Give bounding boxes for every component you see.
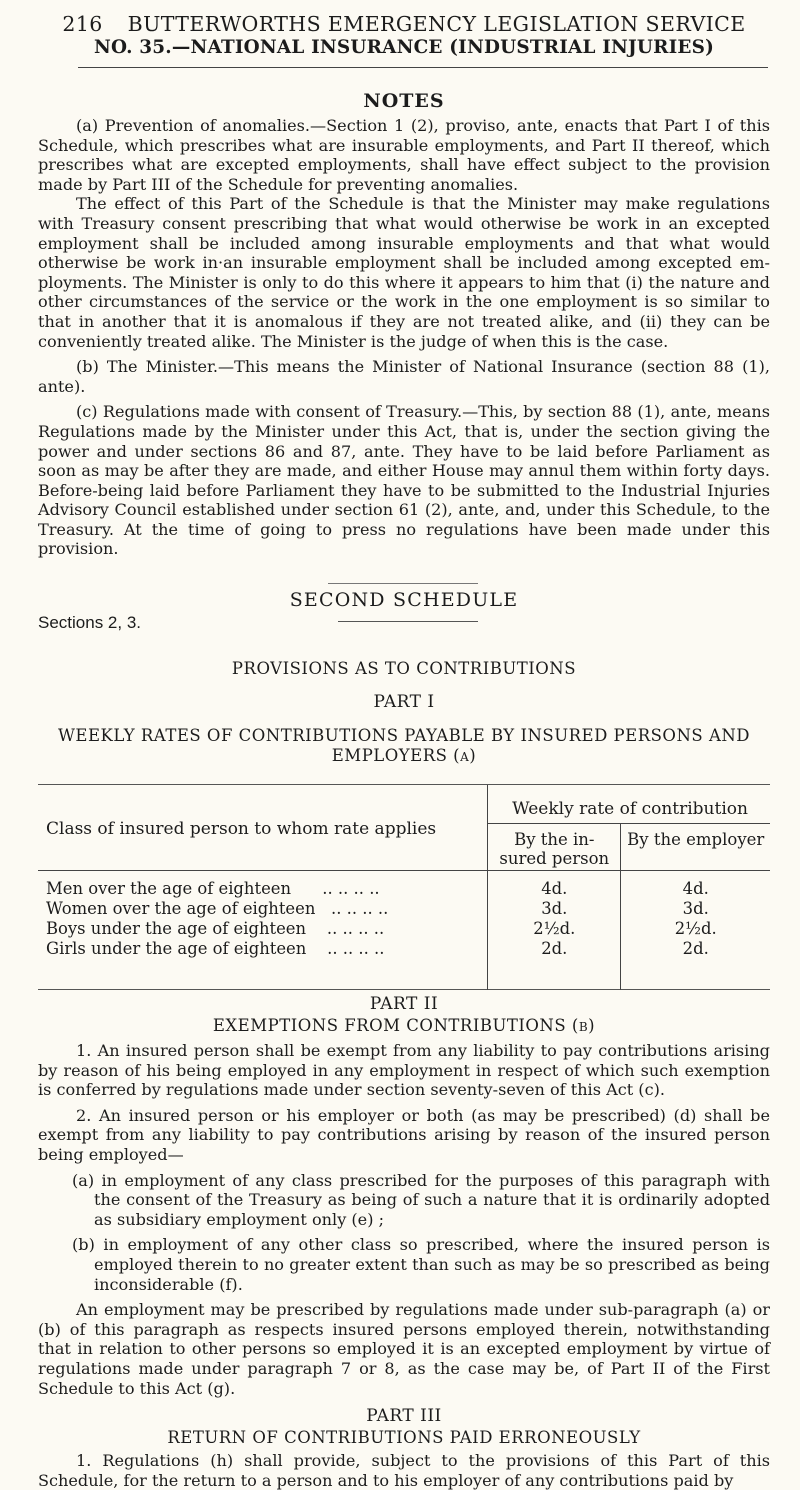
list-item: (b) in employment of any other class so prescribed, where the insured person is employed therein to no greater extent than such as may be so prescribed as being inconsiderable (f). [72,1235,770,1294]
note-a-effect: The effect of this Part of the Schedule is that the Minister may make regulations with Treasury consent prescribing that what would otherwise be work in an excepted employment shall be included among insurable employments and that what would otherwise be work in·an insurable employment shall be included among excepted employments. The Minister is only to do this where it appears to him that (i) the nature and other circumstances of the service or the work in the one employment is so similar to that in another that it is anomalous if they are not treated alike, and (ii) they can be conveniently treated alike. The Minister is the judge of when this is the case. [38,194,770,351]
row-class: Girls under the age of eighteen [46,939,307,959]
insured-rate: 3d. [488,899,621,919]
employer-column-header: By the employer [621,824,770,871]
note-b: (b) The Minister.—This means the Minister of National Insurance (section 88 (1), ante). [38,357,770,396]
publication-title: BUTTERWORTHS EMERGENCY LEGISLATION SERVICE [127,12,746,36]
note-c: (c) Regulations made with consent of Treasury.—This, by section 88 (1), ante, means Regulations made by the Minister under this Act, that is, under the section giving the power and under sections 86 and 87, ante. They have to be laid before Parliament as soon as may be after they are made, and either House may annul them within forty days. Before-being laid before Parliament they have to be submitted to the Industrial Injuries Advisory Council established under section 61 (2), ante, and, under this Schedule, to the Treasury. At the time of going to press no regulations have been made under this provision. [38,402,770,559]
sections-reference: Sections 2, 3. [38,613,142,633]
running-header [38,12,770,68]
part-3-heading: RETURN OF CONTRIBUTIONS PAID ERRONEOUSLY [167,1428,641,1448]
schedule-title: SECOND SCHEDULE [289,589,519,612]
table-bottom-rule [38,990,770,991]
leader-dots: .. .. .. .. [326,919,385,939]
leader-dots: .. .. .. .. [327,939,385,959]
row-class: Boys under the age of eighteen [46,919,307,939]
row-class: Women over the age of eighteen [46,899,316,919]
contribution-rates-table [38,784,770,990]
table-row [38,939,770,990]
part-3-label: PART III [366,1406,442,1427]
row-class: Men over the age of eighteen [46,879,292,899]
exemption-list [38,1171,770,1295]
part-1-label: PART I [373,692,435,713]
employer-rate: 4d. [621,871,770,900]
table-row [38,899,770,919]
insured-rate: 4d. [488,871,621,900]
part-2-para-2: 2. An insured person or his employer or both (as may be prescribed) (d) shall be exempt from any liability to pay contributions arising by reason of the insured person being employed— [38,1105,770,1165]
schedule-heading-block [38,583,770,649]
act-title: NO. 35.—NATIONAL INSURANCE (INDUSTRIAL INJURIES) [93,37,715,58]
leader-dots: .. .. .. .. [331,899,389,919]
insured-rate: 2½d. [488,919,621,939]
weekly-rate-header: Weekly rate of contribution [488,785,770,824]
insured-rate: 2d. [488,939,621,990]
divider [338,621,478,622]
employer-rate: 2½d. [621,919,770,939]
part-3-para-1: 1. Regulations (h) shall provide, subject to the provisions of this Part of this Schedule, for the return to a person and to his employer of any contributions paid by [38,1451,770,1490]
employer-rate: 2d. [621,939,770,990]
header-rule [78,67,768,68]
leader-dots: .. .. .. .. [322,879,380,899]
page-number: 216 [62,12,103,36]
divider [328,583,478,584]
class-column-header: Class of insured person to whom rate applies [38,785,488,871]
table-row [38,871,770,900]
part-2-para-3: An employment may be prescribed by regulations made under sub-paragraph (a) or (b) of this paragraph as respects insured persons employed therein, notwithstanding that in relation to other persons so employed it is an excepted employment by virtue of regulations made under paragraph 7 or 8, as the case may be, of Part II of the First Schedule to this Act (g). [38,1300,770,1398]
employer-rate: 3d. [621,899,770,919]
document-page [38,12,770,1490]
part-2-para-1: 1. An insured person shall be exempt from any liability to pay contributions arising by reason of his being employed in any employment in respect of which such exemption is conferred by regulations made under section seventy-seven of this Act (c). [38,1041,770,1100]
part-2-label: PART II [369,994,439,1015]
provisions-heading: PROVISIONS AS TO CONTRIBUTIONS [231,659,577,679]
note-a: (a) Prevention of anomalies.—Section 1 (2), proviso, ante, enacts that Part I of this Schedule, which prescribes what are insurable employments, and Part II thereof, which prescribes what are excepted employments, shall have effect subject to the provision made by Part III of the Schedule for preventing anomalies. [38,116,770,194]
list-item: (a) in employment of any class prescribed for the purposes of this paragraph with the consent of the Treasury as being of such a nature that it is ordinarily adopted as subsidiary employment only (e) ; [72,1170,770,1229]
insured-column-header: By the in- sured person [488,824,621,871]
part-2-heading: EXEMPTIONS FROM CONTRIBUTIONS (b) [212,1016,596,1036]
part-1-heading: WEEKLY RATES OF CONTRIBUTIONS PAYABLE BY INSURED PERSONS AND EMPLOYERS (a) [57,726,751,766]
table-row [38,919,770,939]
notes-heading: NOTES [363,90,445,112]
